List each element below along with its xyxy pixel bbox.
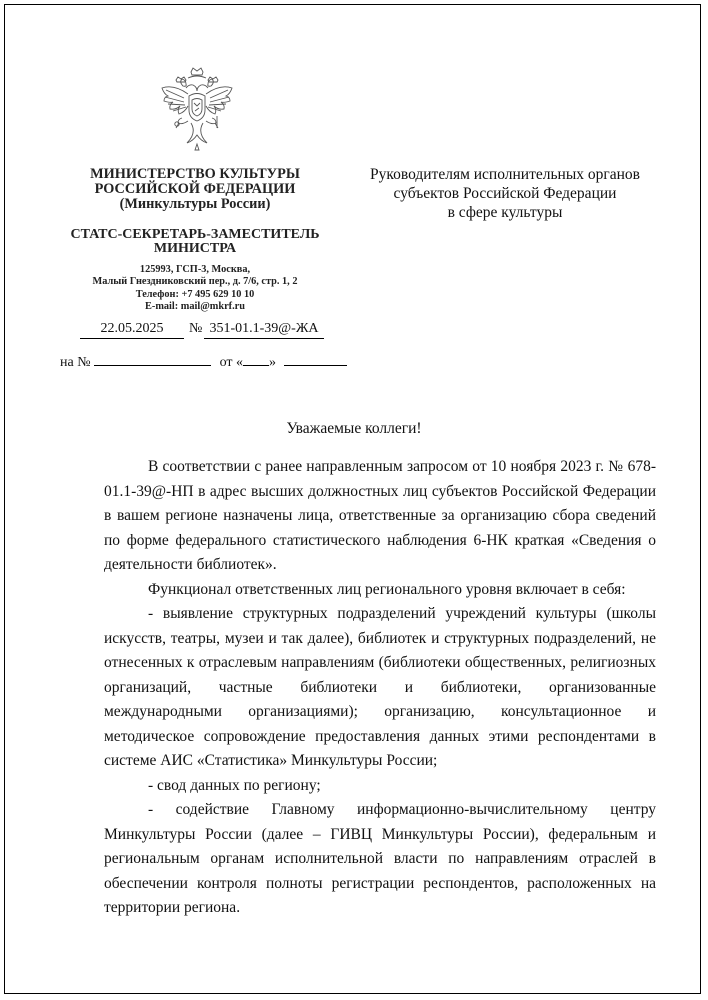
position-line: СТАТС-СЕКРЕТАРЬ-ЗАМЕСТИТЕЛЬ xyxy=(70,227,320,242)
reference-from-label: от « xyxy=(219,355,244,370)
ministry-name-line: МИНИСТЕРСТВО КУЛЬТУРЫ xyxy=(90,166,300,182)
recipient-block xyxy=(355,165,655,222)
registration-date: 22.05.2025 xyxy=(80,321,184,339)
recipient-line: субъектов Российской Федерации xyxy=(393,185,617,202)
address-line: 125993, ГСП-3, Москва, xyxy=(139,264,251,275)
reference-number-blank xyxy=(94,353,211,366)
body-paragraph: В соответствии с ранее направленным запросом от 10 ноября 2023 г. № 678-01.1-39@-НП в адрес высших должностных лиц субъектов Российской Федерации в вашем регионе назначены лица, ответственные за организацию сбора сведений по форме федерального статистического наблюдения 6-НК краткая «Сведения о деятельности библиотек». xyxy=(104,458,656,573)
letter-greeting: Уважаемые коллеги! xyxy=(286,420,422,437)
letter-body xyxy=(104,455,656,921)
body-paragraph: - выявление структурных подразделений учреждений культуры (школы искусств, театры, музеи и так далее), библиотек и структурных подразделений, не отнесенных к отраслевым направлениям (библиотеки общественных, религиозных организаций, частные библиотеки и библиотеки, организованные международными организациями); организацию, консультационное и методическое сопровождение предоставления данных этими респондентами в системе АИС «Статистика» Минкультуры России; xyxy=(104,605,656,769)
body-paragraph: Функционал ответственных лиц регионального уровня включает в себя: xyxy=(148,580,626,598)
email-line: E-mail: mail@mkrf.ru xyxy=(145,300,245,312)
position-line: МИНИСТРА xyxy=(153,241,237,256)
reference-number-label: на № xyxy=(60,355,91,370)
reference-date-blank xyxy=(284,353,347,366)
ministry-address-block xyxy=(60,264,330,313)
address-line: Малый Гнездниковский пер., д. 7/6, стр. 1, 2 xyxy=(92,276,298,288)
body-paragraph: - свод данных по региону; xyxy=(148,776,321,794)
ministry-name-block xyxy=(60,167,330,212)
registration-number-label: № xyxy=(189,321,203,336)
reference-number-row xyxy=(60,353,347,371)
reference-quote-close: » xyxy=(269,355,277,370)
recipient-line: в сфере культуры xyxy=(447,204,563,221)
recipient-line: Руководителям исполнительных органов xyxy=(370,166,640,183)
registration-number: 351-01.1-39@-ЖА xyxy=(204,321,324,339)
coat-of-arms-emblem xyxy=(158,66,236,154)
reference-day-blank xyxy=(243,353,269,366)
body-paragraph: - содействие Главному информационно-вычислительному центру Минкультуры России (далее – ГИВЦ Минкультуры России), федеральным и региональным органам исполнительной власти по направлениям отраслей в обеспечении контроля полноты регистрации респондентов, расположенных на территории региона. xyxy=(104,801,656,916)
ministry-short-name: (Минкультуры России) xyxy=(119,196,271,212)
signatory-position-block xyxy=(60,228,330,256)
phone-line: Телефон: +7 495 629 10 10 xyxy=(135,288,255,300)
ministry-name-line: РОССИЙСКОЙ ФЕДЕРАЦИИ xyxy=(94,181,296,197)
